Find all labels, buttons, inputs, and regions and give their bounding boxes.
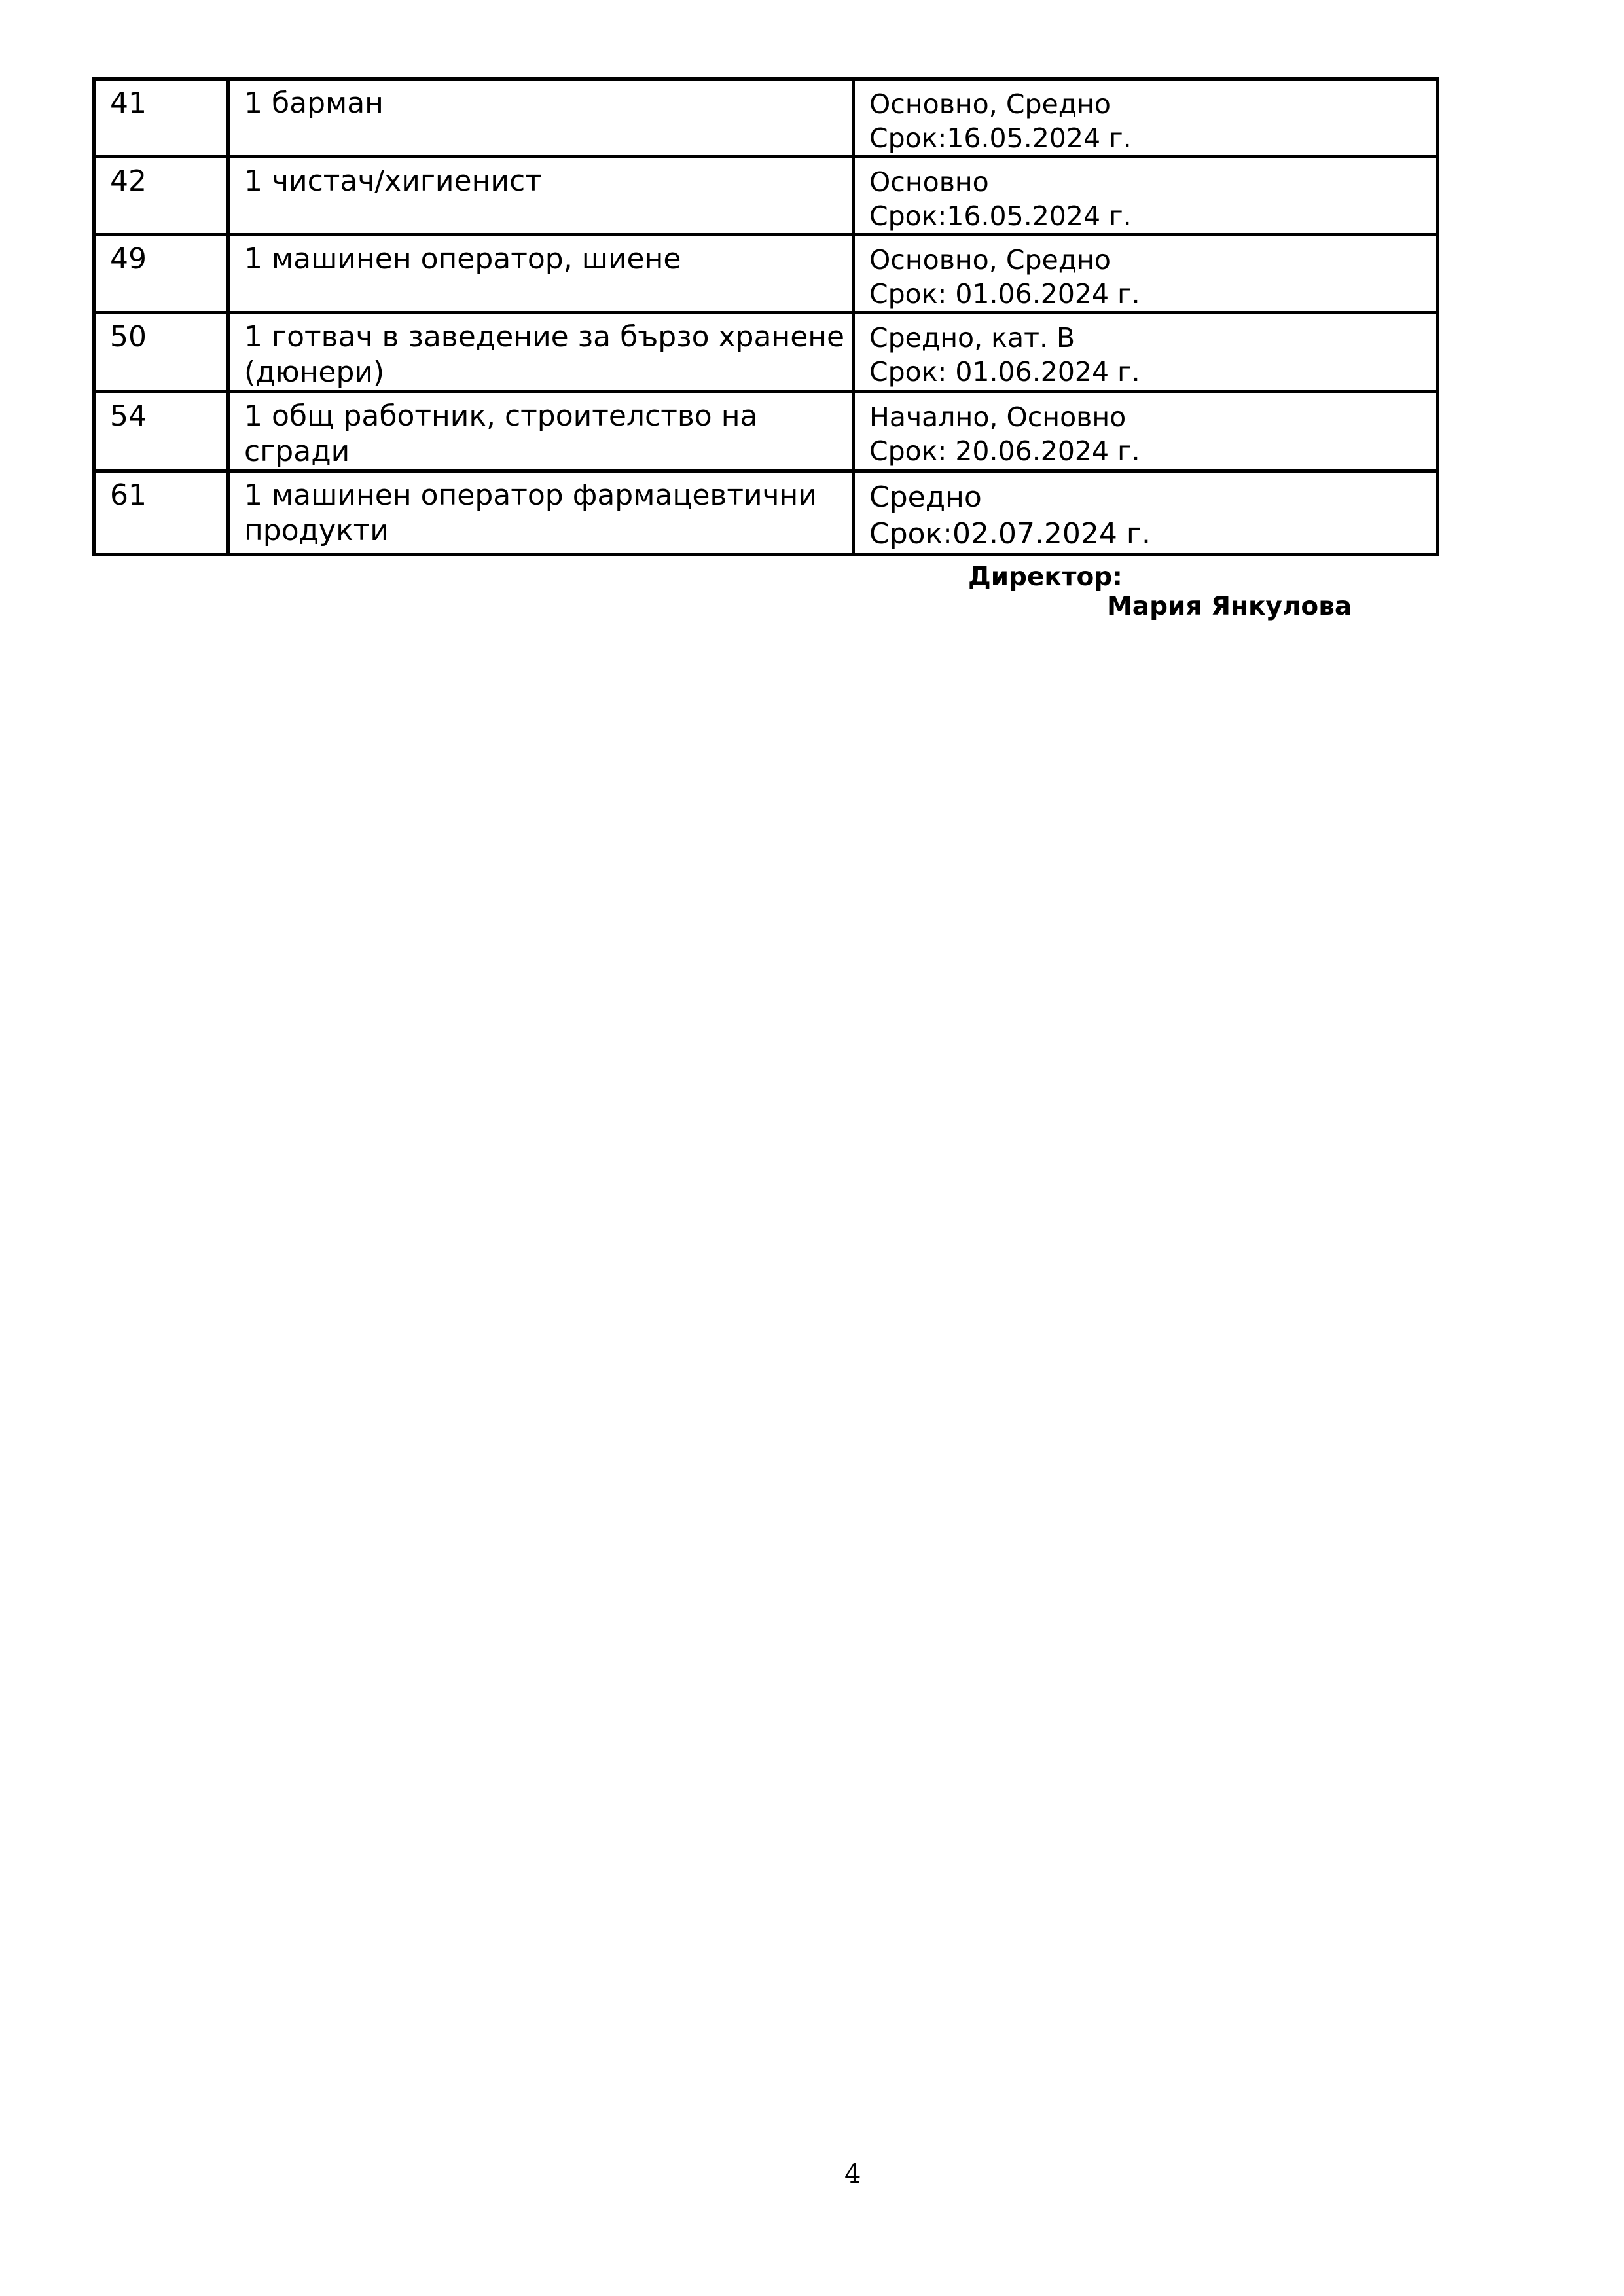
education-requirement: Начално, Основно: [869, 401, 1127, 433]
deadline: Срок:02.07.2024 г.: [869, 517, 1151, 551]
position-text: 1 машинен оператор фармацевтични продукти: [244, 479, 817, 547]
education-requirement: Основно, Средно: [869, 244, 1111, 276]
requirements-cell: [854, 392, 1438, 471]
position-cell: [228, 313, 854, 392]
position-cell: [228, 235, 854, 313]
row-number: 61: [110, 479, 147, 512]
row-number-cell: [94, 471, 228, 555]
row-number-cell: [94, 313, 228, 392]
deadline: Срок: 20.06.2024 г.: [869, 435, 1140, 467]
education-requirement: Основно: [869, 166, 989, 198]
page-number: 4: [844, 2159, 861, 2189]
position-cell: [228, 157, 854, 235]
requirements-cell: [854, 79, 1438, 157]
row-number: 41: [110, 86, 147, 120]
requirements-cell: [854, 157, 1438, 235]
table-row: [94, 392, 1438, 471]
education-requirement: Средно: [869, 481, 982, 514]
position-text: 1 барман: [244, 86, 384, 120]
position-cell: [228, 79, 854, 157]
requirements-cell: [854, 471, 1438, 555]
position-cell: [228, 471, 854, 555]
education-requirement: Средно, кат. В: [869, 322, 1075, 354]
requirements-cell: [854, 235, 1438, 313]
row-number-cell: [94, 157, 228, 235]
table-row: [94, 313, 1438, 392]
table-row: [94, 235, 1438, 313]
table-row: [94, 79, 1438, 157]
deadline: Срок: 01.06.2024 г.: [869, 278, 1140, 310]
table-row: [94, 157, 1438, 235]
row-number-cell: [94, 235, 228, 313]
row-number: 50: [110, 320, 147, 354]
vacancies-table: [92, 77, 1439, 556]
requirements-cell: [854, 313, 1438, 392]
row-number: 42: [110, 164, 147, 198]
row-number: 54: [110, 399, 147, 433]
position-text: 1 общ работник, строителство на сгради: [244, 399, 758, 468]
row-number-cell: [94, 392, 228, 471]
table-row: [94, 471, 1438, 555]
position-cell: [228, 392, 854, 471]
row-number: 49: [110, 242, 147, 276]
position-text: 1 готвач в заведение за бързо хранене (дюнери): [244, 320, 845, 389]
director-name: Мария Янкулова: [1107, 592, 1352, 621]
row-number-cell: [94, 79, 228, 157]
position-text: 1 машинен оператор, шиене: [244, 242, 681, 276]
deadline: Срок:16.05.2024 г.: [869, 200, 1132, 232]
director-title: Директор:: [968, 562, 1123, 592]
position-text: 1 чистач/хигиенист: [244, 164, 542, 198]
education-requirement: Основно, Средно: [869, 88, 1111, 120]
deadline: Срок:16.05.2024 г.: [869, 122, 1132, 154]
deadline: Срок: 01.06.2024 г.: [869, 356, 1140, 388]
